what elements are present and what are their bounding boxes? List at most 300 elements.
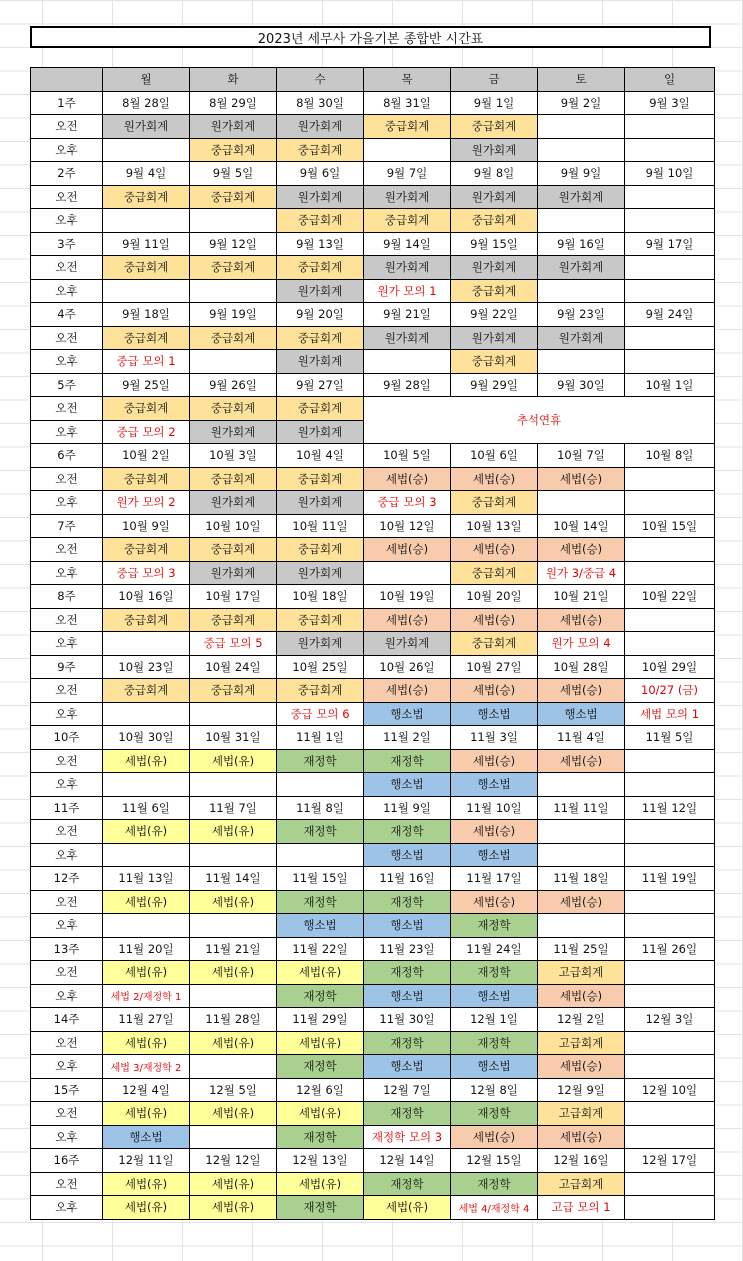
- week-label: 7주: [31, 514, 103, 538]
- date-cell: 10월 11일: [277, 514, 364, 538]
- empty-cell: [190, 1125, 277, 1149]
- date-cell: 9월 10일: [625, 162, 715, 186]
- afternoon-row: [31, 773, 715, 797]
- empty-cell: [538, 773, 625, 797]
- session-label: 오전: [31, 1031, 103, 1055]
- class-cell: 재정학: [451, 961, 538, 985]
- date-cell: 12월 13일: [277, 1149, 364, 1173]
- class-cell: 중급회계: [451, 115, 538, 139]
- class-cell: 중급회계: [277, 397, 364, 421]
- date-cell: 10월 29일: [625, 655, 715, 679]
- date-cell: 9월 21일: [364, 303, 451, 327]
- date-cell: 11월 1일: [277, 726, 364, 750]
- date-cell: 11월 17일: [451, 867, 538, 891]
- empty-cell: [538, 491, 625, 515]
- date-cell: 9월 29일: [451, 373, 538, 397]
- week-date-row: [31, 232, 715, 256]
- afternoon-row: [31, 1055, 715, 1079]
- week-date-row: [31, 444, 715, 468]
- date-cell: 11월 2일: [364, 726, 451, 750]
- afternoon-row: [31, 138, 715, 162]
- class-cell: 재정학: [451, 1172, 538, 1196]
- class-cell: 세법(승): [451, 538, 538, 562]
- empty-cell: [625, 115, 715, 139]
- class-cell: 재정학: [277, 1125, 364, 1149]
- class-cell: 원가회계: [277, 491, 364, 515]
- class-cell: 재정학: [277, 984, 364, 1008]
- week-date-row: [31, 373, 715, 397]
- empty-cell: [625, 890, 715, 914]
- class-cell: 세법(승): [538, 538, 625, 562]
- class-cell: 재정학: [451, 1031, 538, 1055]
- date-cell: 11월 20일: [103, 937, 190, 961]
- class-cell: 원가회계: [538, 326, 625, 350]
- date-cell: 10월 2일: [103, 444, 190, 468]
- date-cell: 10월 5일: [364, 444, 451, 468]
- class-cell: 중급회계: [451, 350, 538, 374]
- class-cell: 중급 모의 1: [103, 350, 190, 374]
- class-cell: 행소법: [451, 984, 538, 1008]
- session-label: 오후: [31, 420, 103, 444]
- week-date-row: [31, 1078, 715, 1102]
- session-label: 오전: [31, 890, 103, 914]
- class-cell: 원가회계: [538, 185, 625, 209]
- date-cell: 10월 1일: [625, 373, 715, 397]
- empty-cell: [625, 326, 715, 350]
- date-cell: 11월 28일: [190, 1008, 277, 1032]
- empty-cell: [625, 632, 715, 656]
- afternoon-row: [31, 914, 715, 938]
- class-cell: 중급회계: [103, 467, 190, 491]
- morning-row: [31, 608, 715, 632]
- class-cell: 중급회계: [364, 115, 451, 139]
- date-cell: 10월 19일: [364, 585, 451, 609]
- class-cell: 세법(유): [190, 820, 277, 844]
- class-cell: 원가회계: [190, 420, 277, 444]
- date-cell: 11월 18일: [538, 867, 625, 891]
- empty-cell: [625, 1125, 715, 1149]
- session-label: 오전: [31, 397, 103, 421]
- class-cell: 세법(승): [451, 890, 538, 914]
- week-date-row: [31, 1008, 715, 1032]
- class-cell: 중급회계: [277, 608, 364, 632]
- class-cell: 중급회계: [451, 209, 538, 233]
- class-cell: 세법(유): [103, 890, 190, 914]
- date-cell: 9월 4일: [103, 162, 190, 186]
- class-cell: 세법(승): [364, 538, 451, 562]
- week-label: 8주: [31, 585, 103, 609]
- date-cell: 12월 4일: [103, 1078, 190, 1102]
- session-label: 오후: [31, 1196, 103, 1220]
- date-cell: 11월 16일: [364, 867, 451, 891]
- empty-cell: [538, 279, 625, 303]
- session-label: 오후: [31, 1055, 103, 1079]
- class-cell: 중급회계: [190, 467, 277, 491]
- empty-cell: [625, 209, 715, 233]
- date-cell: 11월 24일: [451, 937, 538, 961]
- date-cell: 10월 8일: [625, 444, 715, 468]
- class-cell: 중급회계: [190, 608, 277, 632]
- class-cell: 중급회계: [103, 608, 190, 632]
- class-cell: 재정학: [277, 1055, 364, 1079]
- week-label: 4주: [31, 303, 103, 327]
- session-label: 오후: [31, 561, 103, 585]
- afternoon-row: [31, 632, 715, 656]
- date-cell: 12월 8일: [451, 1078, 538, 1102]
- class-cell: 재정학: [451, 914, 538, 938]
- date-cell: 9월 17일: [625, 232, 715, 256]
- class-cell: 원가회계: [103, 115, 190, 139]
- date-cell: 10월 23일: [103, 655, 190, 679]
- date-cell: 11월 26일: [625, 937, 715, 961]
- class-cell: 세법(승): [538, 467, 625, 491]
- week-label: 13주: [31, 937, 103, 961]
- date-cell: 12월 2일: [538, 1008, 625, 1032]
- session-label: 오후: [31, 632, 103, 656]
- session-label: 오후: [31, 1125, 103, 1149]
- date-cell: 9월 15일: [451, 232, 538, 256]
- class-cell: 원가 모의 4: [538, 632, 625, 656]
- empty-cell: [625, 1102, 715, 1126]
- morning-row: [31, 961, 715, 985]
- date-cell: 11월 10일: [451, 796, 538, 820]
- date-cell: 9월 20일: [277, 303, 364, 327]
- week-label: 12주: [31, 867, 103, 891]
- morning-row: [31, 1102, 715, 1126]
- class-cell: 행소법: [364, 1055, 451, 1079]
- class-cell: 행소법: [364, 702, 451, 726]
- afternoon-row: [31, 561, 715, 585]
- class-cell: 세법(유): [103, 1031, 190, 1055]
- class-cell: 재정학: [364, 820, 451, 844]
- date-cell: 8월 31일: [364, 91, 451, 115]
- date-cell: 11월 11일: [538, 796, 625, 820]
- class-cell: 중급회계: [277, 138, 364, 162]
- class-cell: 원가회계: [277, 115, 364, 139]
- date-cell: 12월 16일: [538, 1149, 625, 1173]
- empty-cell: [190, 1055, 277, 1079]
- session-label: 오전: [31, 679, 103, 703]
- day-header: 금: [451, 68, 538, 92]
- date-cell: 10월 14일: [538, 514, 625, 538]
- class-cell: 중급회계: [190, 397, 277, 421]
- morning-row: [31, 115, 715, 139]
- session-label: 오전: [31, 1102, 103, 1126]
- empty-cell: [277, 773, 364, 797]
- date-cell: 10월 17일: [190, 585, 277, 609]
- session-label: 오전: [31, 256, 103, 280]
- date-cell: 12월 6일: [277, 1078, 364, 1102]
- date-cell: 9월 13일: [277, 232, 364, 256]
- class-cell: 세법(유): [190, 890, 277, 914]
- class-cell: 세법(유): [103, 820, 190, 844]
- session-label: 오후: [31, 773, 103, 797]
- session-label: 오후: [31, 350, 103, 374]
- date-cell: 9월 19일: [190, 303, 277, 327]
- empty-cell: [103, 209, 190, 233]
- class-cell: 중급회계: [103, 538, 190, 562]
- class-cell: 세법(유): [190, 1031, 277, 1055]
- morning-row: [31, 1172, 715, 1196]
- week-label: 10주: [31, 726, 103, 750]
- class-cell: 재정학: [451, 1102, 538, 1126]
- date-cell: 12월 5일: [190, 1078, 277, 1102]
- morning-row: [31, 679, 715, 703]
- date-cell: 9월 3일: [625, 91, 715, 115]
- class-cell: 재정학: [364, 1172, 451, 1196]
- session-label: 오후: [31, 138, 103, 162]
- afternoon-row: [31, 350, 715, 374]
- class-cell: 행소법: [103, 1125, 190, 1149]
- class-cell: 10/27 (금): [625, 679, 715, 703]
- date-cell: 11월 5일: [625, 726, 715, 750]
- date-cell: 12월 12일: [190, 1149, 277, 1173]
- date-cell: 9월 18일: [103, 303, 190, 327]
- afternoon-row: [31, 279, 715, 303]
- session-label: 오전: [31, 749, 103, 773]
- empty-cell: [190, 702, 277, 726]
- header-row: [31, 68, 715, 92]
- class-cell: 중급회계: [190, 138, 277, 162]
- class-cell: 세법 3/재정학 2: [103, 1055, 190, 1079]
- session-label: 오후: [31, 914, 103, 938]
- class-cell: 재정학: [364, 1031, 451, 1055]
- class-cell: 원가회계: [364, 185, 451, 209]
- class-cell: 행소법: [451, 702, 538, 726]
- date-cell: 9월 7일: [364, 162, 451, 186]
- class-cell: 세법(승): [364, 679, 451, 703]
- empty-cell: [103, 632, 190, 656]
- empty-cell: [625, 279, 715, 303]
- class-cell: 세법(승): [451, 679, 538, 703]
- date-cell: 11월 29일: [277, 1008, 364, 1032]
- date-cell: 9월 14일: [364, 232, 451, 256]
- date-cell: 12월 14일: [364, 1149, 451, 1173]
- class-cell: 재정학 모의 3: [364, 1125, 451, 1149]
- date-cell: 9월 6일: [277, 162, 364, 186]
- date-cell: 9월 25일: [103, 373, 190, 397]
- class-cell: 원가 모의 1: [364, 279, 451, 303]
- class-cell: 세법(유): [190, 1196, 277, 1220]
- week-label: 2주: [31, 162, 103, 186]
- date-cell: 8월 29일: [190, 91, 277, 115]
- empty-cell: [364, 350, 451, 374]
- date-cell: 11월 14일: [190, 867, 277, 891]
- empty-cell: [625, 491, 715, 515]
- date-cell: 9월 8일: [451, 162, 538, 186]
- date-cell: 11월 3일: [451, 726, 538, 750]
- date-cell: 11월 7일: [190, 796, 277, 820]
- morning-row: [31, 538, 715, 562]
- date-cell: 10월 9일: [103, 514, 190, 538]
- class-cell: 중급 모의 3: [364, 491, 451, 515]
- empty-cell: [190, 350, 277, 374]
- empty-cell: [625, 561, 715, 585]
- date-cell: 10월 3일: [190, 444, 277, 468]
- week-label: 5주: [31, 373, 103, 397]
- date-cell: 10월 16일: [103, 585, 190, 609]
- class-cell: 세법(유): [190, 1172, 277, 1196]
- page-title: 2023년 세무사 가을기본 종합반 시간표: [30, 26, 711, 48]
- empty-cell: [538, 914, 625, 938]
- class-cell: 중급 모의 6: [277, 702, 364, 726]
- session-label: 오전: [31, 608, 103, 632]
- date-cell: 9월 16일: [538, 232, 625, 256]
- class-cell: 세법(승): [538, 1055, 625, 1079]
- class-cell: 중급 모의 2: [103, 420, 190, 444]
- date-cell: 10월 27일: [451, 655, 538, 679]
- morning-row: [31, 749, 715, 773]
- schedule-body: [31, 91, 715, 1219]
- empty-cell: [625, 608, 715, 632]
- date-cell: 11월 8일: [277, 796, 364, 820]
- afternoon-row: [31, 702, 715, 726]
- session-label: 오전: [31, 467, 103, 491]
- empty-cell: [190, 279, 277, 303]
- schedule-table: [30, 67, 715, 1220]
- empty-cell: [625, 1055, 715, 1079]
- date-cell: 12월 11일: [103, 1149, 190, 1173]
- date-cell: 9월 5일: [190, 162, 277, 186]
- class-cell: 행소법: [364, 843, 451, 867]
- date-cell: 11월 22일: [277, 937, 364, 961]
- class-cell: 중급회계: [103, 326, 190, 350]
- date-cell: 12월 1일: [451, 1008, 538, 1032]
- class-cell: 원가회계: [190, 115, 277, 139]
- week-label: 6주: [31, 444, 103, 468]
- empty-cell: [103, 279, 190, 303]
- date-cell: 9월 30일: [538, 373, 625, 397]
- class-cell: 세법(승): [538, 1125, 625, 1149]
- date-cell: 9월 24일: [625, 303, 715, 327]
- class-cell: 세법(유): [103, 1196, 190, 1220]
- class-cell: 세법 2/재정학 1: [103, 984, 190, 1008]
- session-label: 오전: [31, 820, 103, 844]
- date-cell: 12월 15일: [451, 1149, 538, 1173]
- date-cell: 8월 28일: [103, 91, 190, 115]
- week-date-row: [31, 796, 715, 820]
- empty-cell: [364, 138, 451, 162]
- day-header: 토: [538, 68, 625, 92]
- date-cell: 9월 28일: [364, 373, 451, 397]
- class-cell: 세법(승): [451, 608, 538, 632]
- class-cell: 중급회계: [190, 679, 277, 703]
- week-label: 14주: [31, 1008, 103, 1032]
- class-cell: 세법(승): [538, 984, 625, 1008]
- class-cell: 중급회계: [451, 632, 538, 656]
- week-label: 16주: [31, 1149, 103, 1173]
- class-cell: 중급회계: [277, 679, 364, 703]
- class-cell: 중급 모의 5: [190, 632, 277, 656]
- class-cell: 세법(승): [364, 608, 451, 632]
- class-cell: 세법(승): [364, 467, 451, 491]
- class-cell: 세법(유): [103, 961, 190, 985]
- empty-cell: [625, 820, 715, 844]
- day-header: 월: [103, 68, 190, 92]
- class-cell: 중급회계: [277, 326, 364, 350]
- empty-cell: [625, 843, 715, 867]
- afternoon-row: [31, 209, 715, 233]
- empty-cell: [103, 773, 190, 797]
- class-cell: 원가 모의 2: [103, 491, 190, 515]
- date-cell: 12월 3일: [625, 1008, 715, 1032]
- class-cell: 고급회계: [538, 1172, 625, 1196]
- date-cell: 10월 7일: [538, 444, 625, 468]
- date-cell: 11월 30일: [364, 1008, 451, 1032]
- class-cell: 세법(유): [277, 1031, 364, 1055]
- empty-cell: [103, 914, 190, 938]
- class-cell: 행소법: [364, 984, 451, 1008]
- empty-cell: [538, 820, 625, 844]
- day-header: 목: [364, 68, 451, 92]
- empty-cell: [625, 773, 715, 797]
- morning-row: [31, 397, 715, 421]
- week-date-row: [31, 303, 715, 327]
- week-date-row: [31, 585, 715, 609]
- date-cell: 10월 13일: [451, 514, 538, 538]
- date-cell: 12월 9일: [538, 1078, 625, 1102]
- week-date-row: [31, 655, 715, 679]
- empty-cell: [103, 702, 190, 726]
- week-date-row: [31, 514, 715, 538]
- date-cell: 11월 6일: [103, 796, 190, 820]
- class-cell: 원가회계: [451, 326, 538, 350]
- date-cell: 11월 23일: [364, 937, 451, 961]
- class-cell: 원가 3/중급 4: [538, 561, 625, 585]
- class-cell: 고급회계: [538, 961, 625, 985]
- class-cell: 행소법: [364, 914, 451, 938]
- week-date-row: [31, 867, 715, 891]
- class-cell: 세법(유): [277, 1102, 364, 1126]
- class-cell: 중급회계: [190, 326, 277, 350]
- class-cell: 재정학: [277, 820, 364, 844]
- date-cell: 11월 21일: [190, 937, 277, 961]
- empty-cell: [625, 538, 715, 562]
- class-cell: 원가회계: [451, 185, 538, 209]
- date-cell: 9월 26일: [190, 373, 277, 397]
- morning-row: [31, 185, 715, 209]
- empty-cell: [538, 843, 625, 867]
- morning-row: [31, 467, 715, 491]
- empty-cell: [625, 185, 715, 209]
- class-cell: 원가회계: [277, 561, 364, 585]
- class-cell: 중급회계: [103, 256, 190, 280]
- class-cell: 중급회계: [364, 209, 451, 233]
- class-cell: 원가회계: [364, 632, 451, 656]
- date-cell: 10월 12일: [364, 514, 451, 538]
- date-cell: 10월 10일: [190, 514, 277, 538]
- class-cell: 원가회계: [451, 138, 538, 162]
- date-cell: 9월 1일: [451, 91, 538, 115]
- date-cell: 11월 25일: [538, 937, 625, 961]
- date-cell: 10월 18일: [277, 585, 364, 609]
- class-cell: 세법(유): [190, 1102, 277, 1126]
- empty-cell: [538, 138, 625, 162]
- week-label: 15주: [31, 1078, 103, 1102]
- empty-cell: [625, 138, 715, 162]
- date-cell: 11월 13일: [103, 867, 190, 891]
- class-cell: 세법(승): [538, 890, 625, 914]
- date-cell: 10월 15일: [625, 514, 715, 538]
- class-cell: 원가회계: [364, 256, 451, 280]
- class-cell: 중급회계: [103, 679, 190, 703]
- date-cell: 9월 9일: [538, 162, 625, 186]
- class-cell: 원가회계: [190, 491, 277, 515]
- class-cell: 재정학: [364, 1102, 451, 1126]
- class-cell: 세법(승): [538, 608, 625, 632]
- day-header: 일: [625, 68, 715, 92]
- class-cell: 중급회계: [277, 209, 364, 233]
